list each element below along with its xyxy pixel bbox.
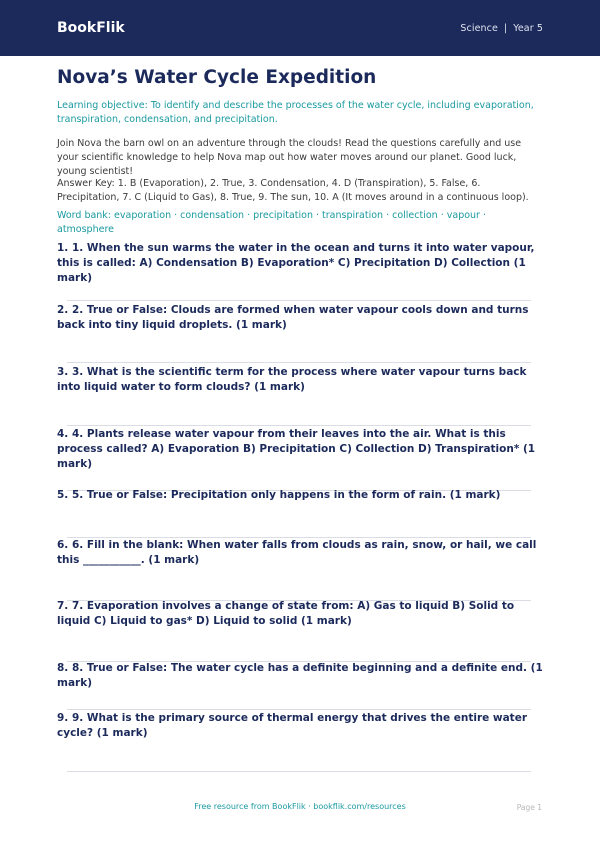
footer-resource-link[interactable]: Free resource from BookFlik · bookflik.com/resources	[194, 802, 406, 811]
header-bar	[0, 0, 600, 56]
question-3: 3. 3. What is the scientific term for the process where water vapour turns back into liquid water to form clouds? (1 mark)	[57, 366, 527, 393]
answer-line-8	[67, 709, 531, 710]
question-7: 7. 7. Evaporation involves a change of state from: A) Gas to liquid B) Solid to liquid C) Liquid to gas* D) Liquid to solid (1 mark)	[57, 600, 515, 627]
question-1: 1. 1. When the sun warms the water in the ocean and turns it into water vapour, this is called: A) Condensation B) Evaporation* C) Precipitation D) Collection (1 mark)	[57, 242, 535, 284]
learning-objective: Learning objective: To identify and describe the processes of the water cycle, including evaporation, transpiration, condensation, and precipitation.	[57, 100, 534, 125]
footer-divider	[67, 771, 531, 772]
question-8: 8. 8. True or False: The water cycle has a definite beginning and a definite end. (1 mark)	[57, 662, 543, 689]
answer-line-1	[67, 300, 531, 301]
year-label: Year 5	[513, 22, 543, 34]
subject-label: Science	[460, 22, 498, 34]
question-2: 2. 2. True or False: Clouds are formed when water vapour cools down and turns back into tiny liquid droplets. (1 mark)	[57, 304, 529, 331]
question-4: 4. 4. Plants release water vapour from their leaves into the air. What is this process called? A) Evaporation B) Precipitation C) Collection D) Transpiration* (1 mark)	[57, 428, 536, 470]
answer-key: Answer Key: 1. B (Evaporation), 2. True, 3. Condensation, 4. D (Transpiration), 5. False, 6. Precipitation, 7. C (Liquid to Gas), 8. True, 9. The sun, 10. A (It moves around in a continuous loop).	[57, 178, 529, 203]
question-6: 6. 6. Fill in the blank: When water falls from clouds as rain, snow, or hail, we call this ___________. (1 mark)	[57, 539, 537, 566]
answer-line-3	[67, 425, 531, 426]
question-9: 9. 9. What is the primary source of thermal energy that drives the entire water cycle? (1 mark)	[57, 712, 527, 739]
word-bank: Word bank: evaporation · condensation · precipitation · transpiration · collection · vapour · atmosphere	[57, 210, 487, 235]
header-meta	[460, 23, 543, 34]
page-title: Nova’s Water Cycle Expedition	[57, 67, 377, 88]
brand-logo[interactable]: BookFlik	[57, 20, 125, 36]
meta-separator: |	[503, 22, 508, 34]
intro-text: Join Nova the barn owl on an adventure through the clouds! Read the questions carefully and use your scientific knowledge to help Nova map out how water moves around our planet. Good luck, young scientist!	[57, 138, 522, 177]
page-number: Page 1	[516, 803, 542, 812]
worksheet-content	[57, 64, 543, 739]
answer-line-2	[67, 362, 531, 363]
question-5: 5. 5. True or False: Precipitation only happens in the form of rain. (1 mark)	[57, 489, 501, 501]
